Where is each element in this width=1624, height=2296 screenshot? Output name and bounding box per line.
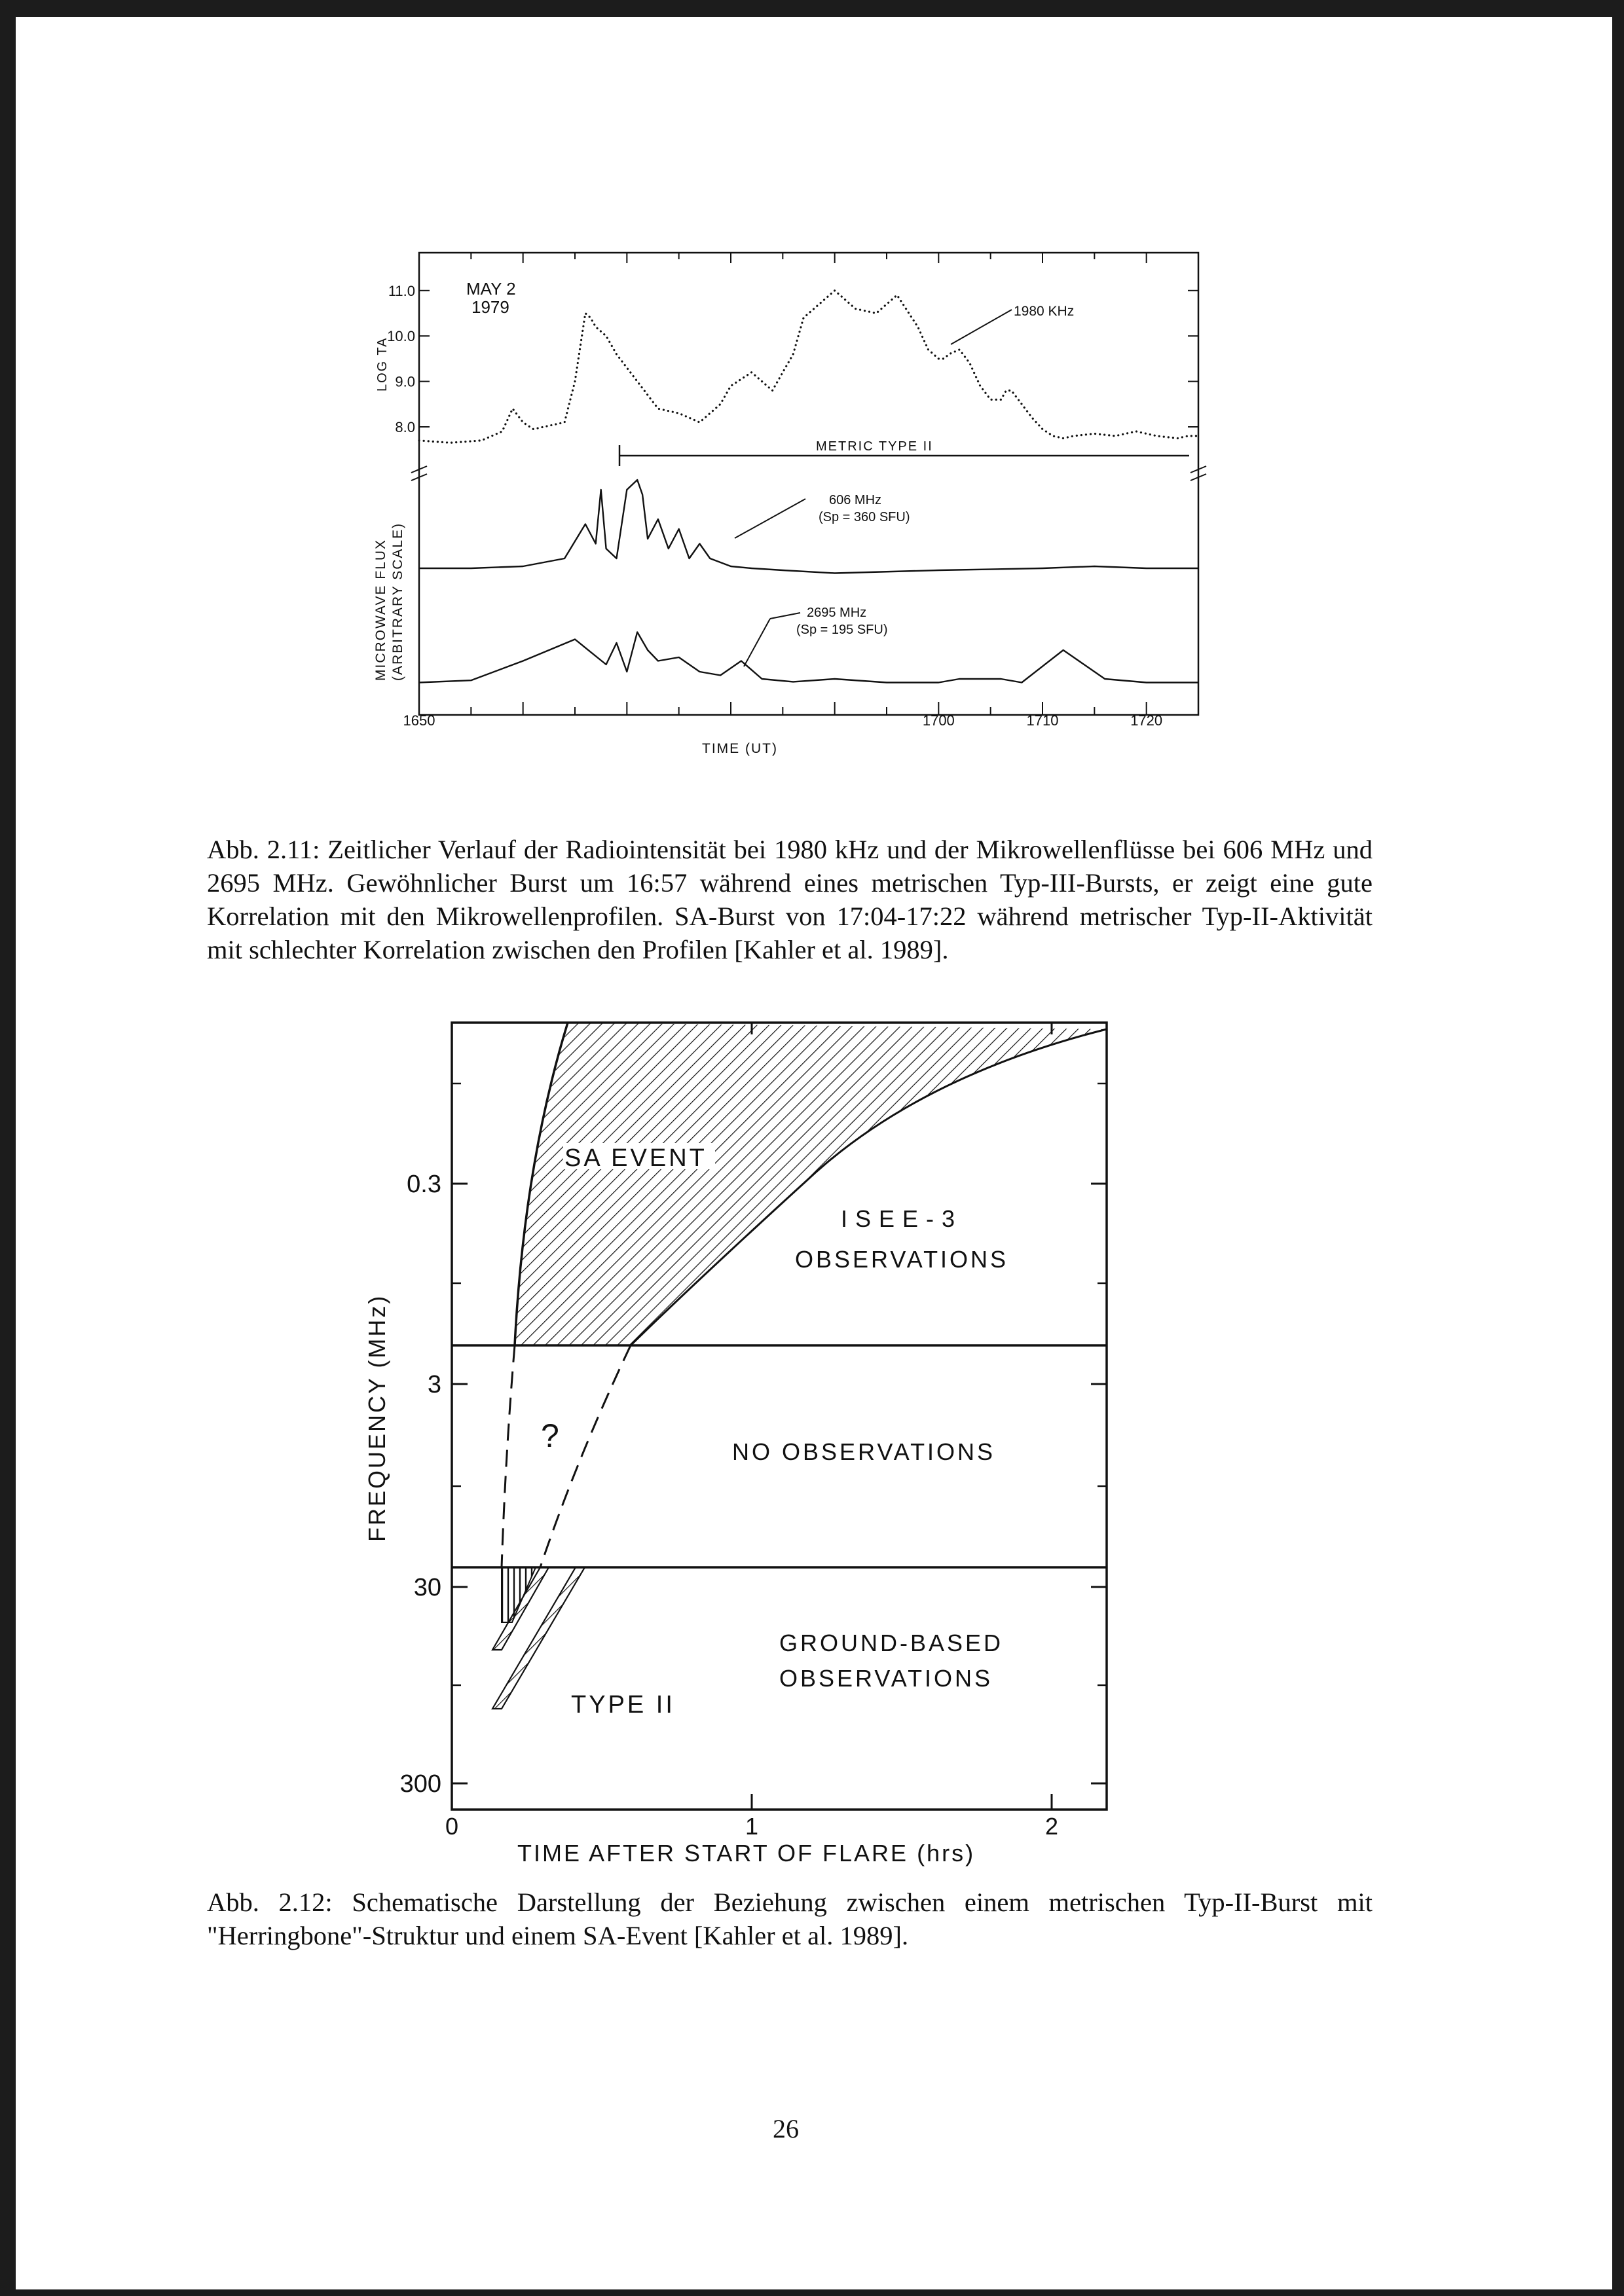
fig1-series-606mhz [419, 480, 1198, 574]
fig2-label-question: ? [541, 1417, 559, 1454]
fig2-xtick-label: 0 [445, 1813, 459, 1840]
fig1-leader-2695 [744, 619, 770, 666]
fig1-ylabel-top: LOG TA [375, 337, 390, 392]
fig1-metric-label: METRIC TYPE II [816, 439, 933, 454]
fig2-sa-event-region [515, 1023, 1107, 1345]
fig1-label-1980: 1980 KHz [1014, 304, 1075, 319]
fig2-label-sa-event: SA EVENT [564, 1144, 707, 1172]
fig1-ylabel-bottom-line1: MICROWAVE FLUX [373, 538, 388, 681]
fig1-ytick-label: 10.0 [387, 328, 415, 345]
fig1-leader-606 [735, 499, 805, 538]
fig1-x-ticks [403, 253, 1198, 729]
fig1-label-2695-line1: 2695 MHz [807, 606, 867, 620]
fig1-series-2695mhz [419, 632, 1198, 683]
fig1-label-606-line2: (Sp = 360 SFU) [819, 510, 910, 524]
fig2-ytick-label: 0.3 [407, 1171, 441, 1198]
fig2-label-isee-line1: ISEE-3 [841, 1205, 963, 1232]
figure-1-caption: Abb. 2.11: Zeitlicher Verlauf der Radiointensität bei 1980 kHz und der Mikrowellenflüsse bei 606 MHz und 2695 MHz. Gewöhnlicher Burst um 16:57 während eines metrischen Typ-III-Bursts, er zeigt eine gute Korrelation mit den Mikrowellenprofilen. SA-Burst von 17:04-17:22 während metrischer Typ-II-Aktivität mit schlechter Korrelation zwischen den Profilen [Kahler et al. 1989]. [207, 835, 1373, 964]
fig2-xlabel: TIME AFTER START OF FLARE (hrs) [517, 1840, 976, 1867]
page-number: 26 [773, 2114, 799, 2143]
fig1-date-line2: 1979 [471, 297, 509, 317]
fig1-xtick-label: 1720 [1130, 712, 1163, 729]
fig2-ytick-label: 300 [399, 1770, 441, 1798]
fig1-leader-2695b [770, 613, 800, 619]
fig1-xtick-label: 1700 [922, 712, 955, 729]
fig1-ylabel-bottom-line2: (ARBITRARY SCALE) [390, 522, 405, 681]
fig1-frame [419, 253, 1198, 715]
fig1-ytick-label: 9.0 [395, 373, 415, 390]
fig1-xlabel: TIME (UT) [702, 741, 778, 756]
fig2-xtick-label: 2 [1044, 1813, 1059, 1840]
fig2-ytick-label: 3 [427, 1371, 441, 1398]
fig2-label-type2: TYPE II [571, 1691, 675, 1719]
fig1-series-1980khz [419, 291, 1198, 443]
fig1-label-2695-line2: (Sp = 195 SFU) [796, 623, 888, 637]
fig1-ytick-label: 11.0 [388, 282, 415, 299]
fig1-axis-break [411, 466, 1206, 481]
fig1-ytick-label: 8.0 [395, 419, 415, 435]
figure-2 [363, 1023, 1107, 1867]
fig1-xtick-label: 1650 [403, 712, 435, 729]
fig2-dashed-left [502, 1345, 515, 1567]
fig2-label-ground-line1: GROUND-BASED [779, 1630, 1004, 1656]
fig2-dashed-right [540, 1345, 631, 1567]
fig1-leader-1980 [951, 310, 1012, 344]
fig1-label-606-line1: 606 MHz [829, 493, 882, 507]
fig2-label-isee-line2: OBSERVATIONS [795, 1246, 1009, 1273]
figure-1 [373, 253, 1206, 756]
fig2-ytick-label: 30 [413, 1574, 441, 1601]
fig1-date-line1: MAY 2 [466, 279, 516, 299]
fig1-xtick-label: 1710 [1026, 712, 1059, 729]
fig2-label-ground-line2: OBSERVATIONS [779, 1665, 993, 1692]
fig2-label-no-observations: NO OBSERVATIONS [732, 1438, 996, 1465]
figure-2-caption: Abb. 2.12: Schematische Darstellung der Beziehung zwischen einem metrischen Typ-II-Burst mit "Herringbone"-Struktur und einem SA-Event [Kahler et al. 1989]. [207, 1887, 1373, 1950]
fig2-xtick-label: 1 [745, 1813, 759, 1840]
fig2-ylabel: FREQUENCY (MHz) [363, 1294, 390, 1542]
